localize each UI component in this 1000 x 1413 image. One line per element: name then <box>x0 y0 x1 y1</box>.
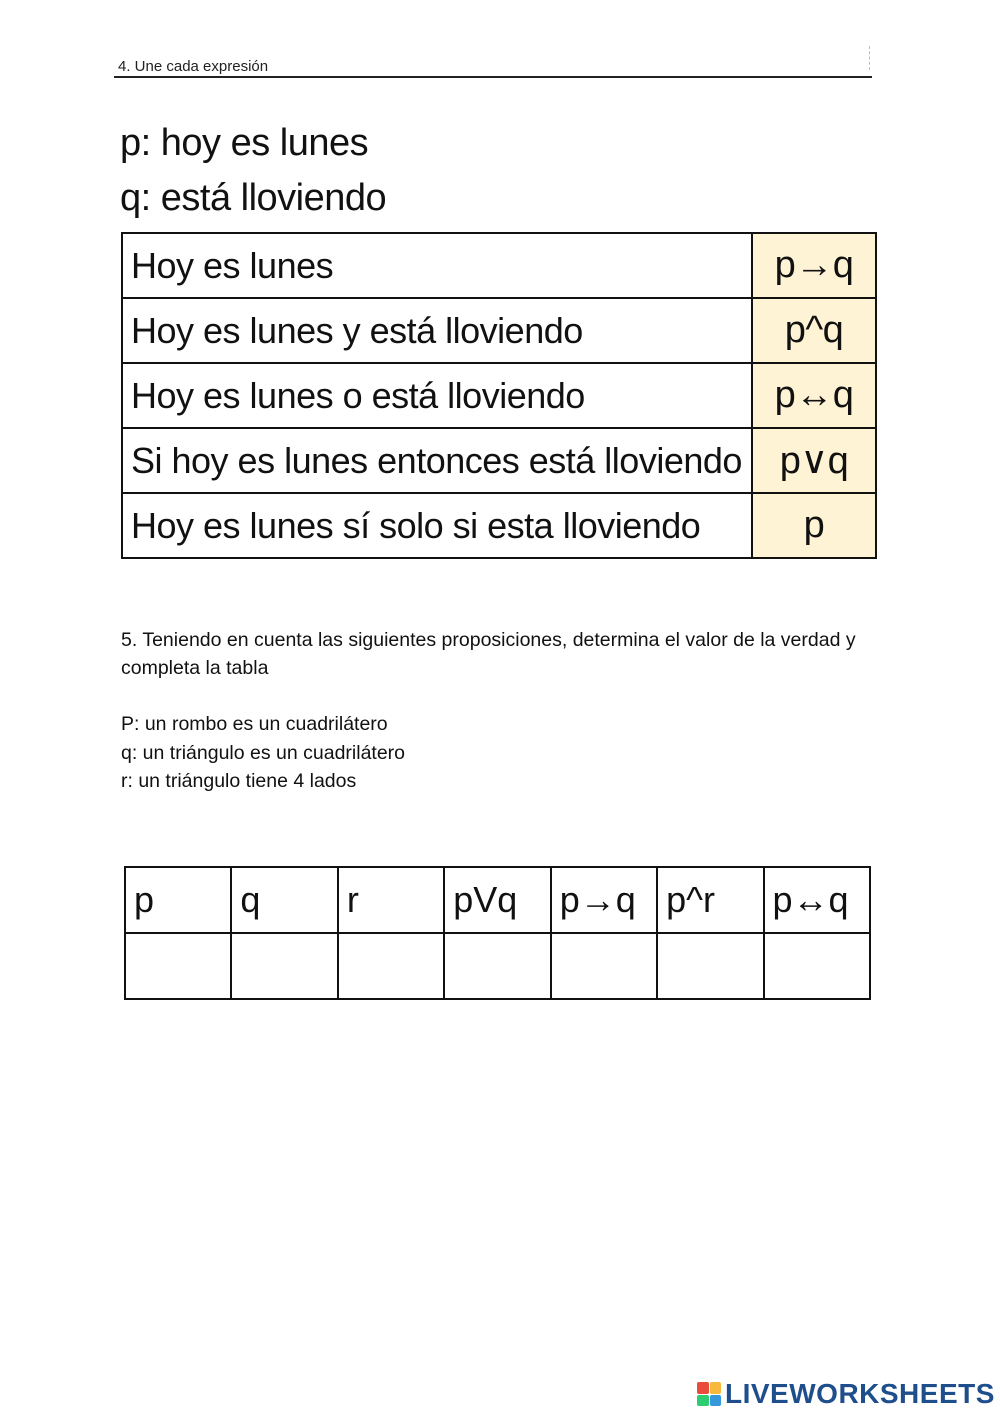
column-header: q <box>231 867 337 933</box>
answer-input-cell[interactable] <box>657 933 763 999</box>
column-header: r <box>338 867 444 933</box>
match-table <box>121 232 877 559</box>
answer-input-cell[interactable] <box>338 933 444 999</box>
symbol-drop-cell[interactable]: p^q <box>752 298 876 363</box>
column-header: p <box>125 867 231 933</box>
truth-table-answer-row <box>125 933 870 999</box>
symbol-drop-cell[interactable]: p→q <box>752 233 876 298</box>
section-heading: 4. Une cada expresión <box>118 58 269 75</box>
table-row <box>122 493 876 558</box>
logo-text: LIVEWORKSHEETS <box>725 1378 995 1409</box>
liveworksheets-logo-icon <box>697 1382 721 1406</box>
logo-tile <box>710 1382 722 1394</box>
liveworksheets-logo <box>697 1378 995 1410</box>
column-header: p^r <box>657 867 763 933</box>
column-header: p↔q <box>764 867 870 933</box>
logo-tile <box>710 1395 722 1407</box>
question-5-propositions <box>121 710 405 796</box>
answer-input-cell[interactable] <box>551 933 657 999</box>
symbol-drop-cell[interactable]: p↔q <box>752 363 876 428</box>
question-5-text: 5. Teniendo en cuenta las siguientes proposiciones, determina el valor de la verdad y completa la tabla <box>121 629 856 679</box>
column-header: p→q <box>551 867 657 933</box>
proposition-line: q: un triángulo es un cuadrilátero <box>121 741 406 764</box>
table-row <box>122 298 876 363</box>
page-edge-marker <box>869 46 870 70</box>
proposition-p: p: hoy es lunes <box>120 122 369 164</box>
column-header: pVq <box>444 867 550 933</box>
proposition-line: r: un triángulo tiene 4 lados <box>121 770 357 792</box>
symbol-drop-cell[interactable]: p∨q <box>752 428 876 493</box>
symbol-drop-cell[interactable]: p <box>752 493 876 558</box>
truth-table <box>124 866 871 1000</box>
expression-cell: Hoy es lunes y está lloviendo <box>122 298 752 363</box>
logo-tile <box>697 1382 709 1394</box>
header-divider <box>114 76 872 78</box>
table-row <box>122 363 876 428</box>
expression-cell: Hoy es lunes sí solo si esta lloviendo <box>122 493 752 558</box>
proposition-q: q: está lloviendo <box>120 177 387 219</box>
answer-input-cell[interactable] <box>125 933 231 999</box>
expression-cell: Hoy es lunes <box>122 233 752 298</box>
logo-tile <box>697 1395 709 1407</box>
answer-input-cell[interactable] <box>764 933 870 999</box>
answer-input-cell[interactable] <box>231 933 337 999</box>
table-row <box>122 428 876 493</box>
truth-table-header-row <box>125 867 870 933</box>
proposition-line: P: un rombo es un cuadrilátero <box>121 713 388 735</box>
table-row <box>122 233 876 298</box>
expression-cell: Hoy es lunes o está lloviendo <box>122 363 752 428</box>
answer-input-cell[interactable] <box>444 933 550 999</box>
expression-cell: Si hoy es lunes entonces está lloviendo <box>122 428 752 493</box>
